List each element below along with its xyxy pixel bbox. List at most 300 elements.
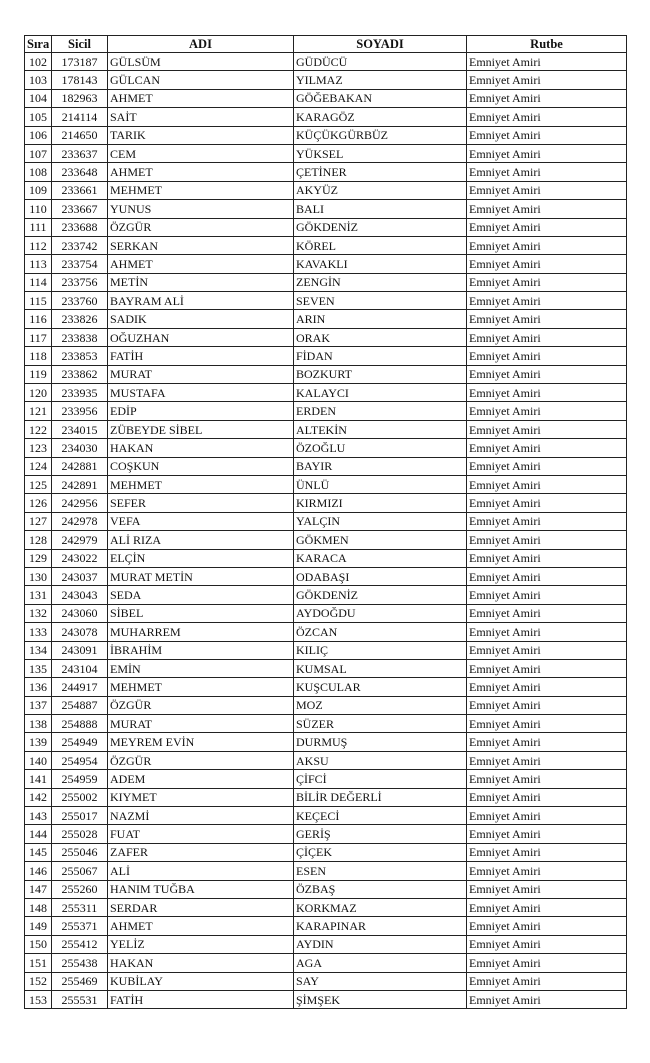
cell-sira: 127 [25, 512, 52, 530]
cell-adi: ZAFER [108, 843, 294, 861]
cell-rutbe: Emniyet Amiri [467, 825, 627, 843]
cell-rutbe: Emniyet Amiri [467, 935, 627, 953]
cell-soyadi: AKSU [294, 751, 467, 769]
cell-sira: 113 [25, 255, 52, 273]
table-row [25, 733, 627, 751]
cell-adi: KIYMET [108, 788, 294, 806]
cell-rutbe: Emniyet Amiri [467, 439, 627, 457]
table-row [25, 53, 627, 71]
cell-sicil: 255371 [52, 917, 108, 935]
cell-sicil: 243078 [52, 623, 108, 641]
cell-sira: 126 [25, 494, 52, 512]
cell-adi: ÖZGÜR [108, 696, 294, 714]
cell-sicil: 243060 [52, 604, 108, 622]
table-row [25, 696, 627, 714]
cell-adi: AHMET [108, 89, 294, 107]
cell-sira: 148 [25, 898, 52, 916]
cell-sira: 133 [25, 623, 52, 641]
cell-adi: ELÇİN [108, 549, 294, 567]
cell-sira: 147 [25, 880, 52, 898]
cell-soyadi: KUŞCULAR [294, 678, 467, 696]
cell-sicil: 233754 [52, 255, 108, 273]
table-row [25, 751, 627, 769]
cell-sicil: 173187 [52, 53, 108, 71]
cell-rutbe: Emniyet Amiri [467, 770, 627, 788]
cell-soyadi: SÜZER [294, 715, 467, 733]
cell-sicil: 233756 [52, 273, 108, 291]
cell-soyadi: BİLİR DEĞERLİ [294, 788, 467, 806]
cell-rutbe: Emniyet Amiri [467, 163, 627, 181]
cell-sira: 116 [25, 310, 52, 328]
cell-adi: ÖZGÜR [108, 218, 294, 236]
cell-adi: TARIK [108, 126, 294, 144]
cell-rutbe: Emniyet Amiri [467, 384, 627, 402]
cell-soyadi: ÖZBAŞ [294, 880, 467, 898]
cell-sicil: 243091 [52, 641, 108, 659]
cell-sira: 153 [25, 990, 52, 1008]
cell-sicil: 255028 [52, 825, 108, 843]
cell-sira: 149 [25, 917, 52, 935]
cell-sira: 107 [25, 144, 52, 162]
cell-adi: EMİN [108, 659, 294, 677]
cell-sira: 128 [25, 531, 52, 549]
cell-sira: 105 [25, 108, 52, 126]
cell-soyadi: ODABAŞI [294, 567, 467, 585]
cell-adi: YUNUS [108, 200, 294, 218]
cell-adi: İBRAHİM [108, 641, 294, 659]
cell-soyadi: ESEN [294, 862, 467, 880]
cell-sicil: 255311 [52, 898, 108, 916]
table-row [25, 384, 627, 402]
cell-adi: SEFER [108, 494, 294, 512]
cell-soyadi: KILIÇ [294, 641, 467, 659]
cell-sicil: 233742 [52, 236, 108, 254]
cell-sira: 143 [25, 807, 52, 825]
cell-sicil: 255469 [52, 972, 108, 990]
cell-soyadi: ZENGİN [294, 273, 467, 291]
cell-adi: GÜLCAN [108, 71, 294, 89]
cell-adi: YELİZ [108, 935, 294, 953]
table-row [25, 880, 627, 898]
cell-adi: SERDAR [108, 898, 294, 916]
cell-sira: 150 [25, 935, 52, 953]
header-sicil: Sicil [52, 36, 108, 53]
cell-adi: ALİ [108, 862, 294, 880]
cell-sira: 130 [25, 567, 52, 585]
cell-soyadi: GERİŞ [294, 825, 467, 843]
cell-sicil: 255260 [52, 880, 108, 898]
cell-sicil: 234015 [52, 420, 108, 438]
table-row [25, 144, 627, 162]
table-row [25, 420, 627, 438]
cell-sira: 134 [25, 641, 52, 659]
cell-rutbe: Emniyet Amiri [467, 549, 627, 567]
table-row [25, 292, 627, 310]
table-row [25, 200, 627, 218]
cell-soyadi: KEÇECİ [294, 807, 467, 825]
cell-rutbe: Emniyet Amiri [467, 623, 627, 641]
cell-rutbe: Emniyet Amiri [467, 990, 627, 1008]
table-row [25, 641, 627, 659]
table-row [25, 770, 627, 788]
cell-sicil: 233826 [52, 310, 108, 328]
cell-rutbe: Emniyet Amiri [467, 420, 627, 438]
table-row [25, 71, 627, 89]
cell-adi: OĞUZHAN [108, 328, 294, 346]
table-row [25, 255, 627, 273]
cell-rutbe: Emniyet Amiri [467, 567, 627, 585]
cell-sira: 119 [25, 365, 52, 383]
cell-sicil: 254954 [52, 751, 108, 769]
cell-rutbe: Emniyet Amiri [467, 641, 627, 659]
cell-adi: SİBEL [108, 604, 294, 622]
cell-rutbe: Emniyet Amiri [467, 475, 627, 493]
cell-rutbe: Emniyet Amiri [467, 108, 627, 126]
cell-adi: AHMET [108, 255, 294, 273]
cell-sira: 146 [25, 862, 52, 880]
cell-rutbe: Emniyet Amiri [467, 218, 627, 236]
cell-adi: MURAT METİN [108, 567, 294, 585]
cell-sira: 109 [25, 181, 52, 199]
cell-sira: 135 [25, 659, 52, 677]
cell-rutbe: Emniyet Amiri [467, 917, 627, 935]
cell-soyadi: GÖKDENİZ [294, 218, 467, 236]
cell-soyadi: GÖKDENİZ [294, 586, 467, 604]
cell-soyadi: ARIN [294, 310, 467, 328]
cell-sicil: 233661 [52, 181, 108, 199]
cell-sira: 104 [25, 89, 52, 107]
table-row [25, 843, 627, 861]
cell-sicil: 233637 [52, 144, 108, 162]
cell-soyadi: AYDOĞDU [294, 604, 467, 622]
cell-sira: 103 [25, 71, 52, 89]
cell-soyadi: ŞİMŞEK [294, 990, 467, 1008]
cell-adi: MEHMET [108, 181, 294, 199]
cell-sira: 141 [25, 770, 52, 788]
table-row [25, 402, 627, 420]
cell-sicil: 233853 [52, 347, 108, 365]
cell-adi: SAİT [108, 108, 294, 126]
cell-adi: NAZMİ [108, 807, 294, 825]
cell-soyadi: SAY [294, 972, 467, 990]
cell-sira: 140 [25, 751, 52, 769]
cell-rutbe: Emniyet Amiri [467, 273, 627, 291]
table-row [25, 163, 627, 181]
cell-soyadi: KARAPINAR [294, 917, 467, 935]
cell-adi: ADEM [108, 770, 294, 788]
table-row [25, 604, 627, 622]
cell-adi: EDİP [108, 402, 294, 420]
table-row [25, 586, 627, 604]
cell-rutbe: Emniyet Amiri [467, 494, 627, 512]
table-body [25, 53, 627, 1009]
table-row [25, 457, 627, 475]
cell-sicil: 214650 [52, 126, 108, 144]
table-row [25, 898, 627, 916]
cell-sicil: 233956 [52, 402, 108, 420]
cell-sicil: 244917 [52, 678, 108, 696]
cell-rutbe: Emniyet Amiri [467, 733, 627, 751]
cell-adi: SADIK [108, 310, 294, 328]
table-row [25, 475, 627, 493]
cell-adi: BAYRAM ALİ [108, 292, 294, 310]
table-row [25, 935, 627, 953]
cell-sicil: 242956 [52, 494, 108, 512]
cell-adi: COŞKUN [108, 457, 294, 475]
cell-sira: 110 [25, 200, 52, 218]
cell-soyadi: SEVEN [294, 292, 467, 310]
cell-rutbe: Emniyet Amiri [467, 200, 627, 218]
header-sira: Sıra [25, 36, 52, 53]
table-row [25, 825, 627, 843]
cell-soyadi: ÖZCAN [294, 623, 467, 641]
cell-soyadi: KORKMAZ [294, 898, 467, 916]
cell-soyadi: KARACA [294, 549, 467, 567]
cell-sicil: 255438 [52, 954, 108, 972]
cell-soyadi: BALI [294, 200, 467, 218]
cell-sira: 123 [25, 439, 52, 457]
header-adi: ADI [108, 36, 294, 53]
cell-soyadi: GÜDÜCÜ [294, 53, 467, 71]
cell-rutbe: Emniyet Amiri [467, 181, 627, 199]
cell-soyadi: ÖZOĞLU [294, 439, 467, 457]
cell-adi: FUAT [108, 825, 294, 843]
cell-soyadi: ÇİÇEK [294, 843, 467, 861]
table-row [25, 310, 627, 328]
cell-sicil: 233760 [52, 292, 108, 310]
personnel-table [24, 35, 627, 1009]
cell-sicil: 182963 [52, 89, 108, 107]
table-row [25, 439, 627, 457]
table-row [25, 807, 627, 825]
cell-soyadi: GÖĞEBAKAN [294, 89, 467, 107]
cell-adi: MURAT [108, 365, 294, 383]
cell-sicil: 233667 [52, 200, 108, 218]
table-row [25, 954, 627, 972]
table-header [25, 36, 627, 53]
cell-soyadi: KIRMIZI [294, 494, 467, 512]
cell-rutbe: Emniyet Amiri [467, 531, 627, 549]
table-row [25, 990, 627, 1008]
cell-sicil: 234030 [52, 439, 108, 457]
cell-adi: AHMET [108, 163, 294, 181]
cell-sira: 111 [25, 218, 52, 236]
cell-adi: SERKAN [108, 236, 294, 254]
cell-soyadi: KARAGÖZ [294, 108, 467, 126]
cell-sicil: 255017 [52, 807, 108, 825]
cell-sicil: 243043 [52, 586, 108, 604]
cell-adi: AHMET [108, 917, 294, 935]
cell-rutbe: Emniyet Amiri [467, 843, 627, 861]
cell-sira: 129 [25, 549, 52, 567]
cell-rutbe: Emniyet Amiri [467, 53, 627, 71]
cell-soyadi: KAVAKLI [294, 255, 467, 273]
cell-sira: 151 [25, 954, 52, 972]
cell-adi: ALİ RIZA [108, 531, 294, 549]
cell-soyadi: YILMAZ [294, 71, 467, 89]
cell-sicil: 255046 [52, 843, 108, 861]
cell-sicil: 214114 [52, 108, 108, 126]
cell-adi: GÜLSÜM [108, 53, 294, 71]
table-row [25, 715, 627, 733]
table-row [25, 181, 627, 199]
table-row [25, 788, 627, 806]
cell-sira: 106 [25, 126, 52, 144]
cell-sicil: 233648 [52, 163, 108, 181]
header-row [25, 36, 627, 53]
cell-adi: METİN [108, 273, 294, 291]
cell-soyadi: AGA [294, 954, 467, 972]
cell-soyadi: YALÇIN [294, 512, 467, 530]
cell-adi: ÖZGÜR [108, 751, 294, 769]
table-row [25, 531, 627, 549]
cell-sicil: 233838 [52, 328, 108, 346]
cell-adi: KUBİLAY [108, 972, 294, 990]
cell-sicil: 255531 [52, 990, 108, 1008]
cell-sicil: 178143 [52, 71, 108, 89]
cell-adi: MURAT [108, 715, 294, 733]
cell-rutbe: Emniyet Amiri [467, 71, 627, 89]
table-row [25, 218, 627, 236]
cell-sira: 152 [25, 972, 52, 990]
cell-sicil: 255002 [52, 788, 108, 806]
table-row [25, 347, 627, 365]
cell-adi: MUSTAFA [108, 384, 294, 402]
table-row [25, 917, 627, 935]
cell-sicil: 243022 [52, 549, 108, 567]
cell-rutbe: Emniyet Amiri [467, 236, 627, 254]
cell-sira: 132 [25, 604, 52, 622]
cell-rutbe: Emniyet Amiri [467, 255, 627, 273]
cell-adi: HANIM TUĞBA [108, 880, 294, 898]
cell-adi: HAKAN [108, 954, 294, 972]
cell-sicil: 233935 [52, 384, 108, 402]
cell-sira: 122 [25, 420, 52, 438]
table-row [25, 549, 627, 567]
cell-rutbe: Emniyet Amiri [467, 898, 627, 916]
cell-sira: 114 [25, 273, 52, 291]
cell-sira: 145 [25, 843, 52, 861]
table-row [25, 862, 627, 880]
table-row [25, 89, 627, 107]
header-soyadi: SOYADI [294, 36, 467, 53]
cell-soyadi: AYDIN [294, 935, 467, 953]
cell-soyadi: ÇETİNER [294, 163, 467, 181]
cell-sira: 118 [25, 347, 52, 365]
cell-rutbe: Emniyet Amiri [467, 880, 627, 898]
cell-rutbe: Emniyet Amiri [467, 678, 627, 696]
cell-adi: MEHMET [108, 678, 294, 696]
cell-soyadi: ALTEKİN [294, 420, 467, 438]
cell-sicil: 242891 [52, 475, 108, 493]
cell-sicil: 233688 [52, 218, 108, 236]
cell-rutbe: Emniyet Amiri [467, 972, 627, 990]
cell-rutbe: Emniyet Amiri [467, 365, 627, 383]
cell-rutbe: Emniyet Amiri [467, 512, 627, 530]
cell-soyadi: KÖREL [294, 236, 467, 254]
cell-soyadi: GÖKMEN [294, 531, 467, 549]
table-row [25, 126, 627, 144]
cell-sira: 144 [25, 825, 52, 843]
cell-sira: 102 [25, 53, 52, 71]
cell-rutbe: Emniyet Amiri [467, 89, 627, 107]
cell-adi: FATİH [108, 347, 294, 365]
cell-sicil: 255412 [52, 935, 108, 953]
cell-sicil: 242979 [52, 531, 108, 549]
cell-soyadi: MOZ [294, 696, 467, 714]
cell-sicil: 243037 [52, 567, 108, 585]
cell-sira: 137 [25, 696, 52, 714]
cell-soyadi: ÇİFCİ [294, 770, 467, 788]
cell-sicil: 254887 [52, 696, 108, 714]
table-row [25, 678, 627, 696]
table-row [25, 972, 627, 990]
cell-rutbe: Emniyet Amiri [467, 659, 627, 677]
cell-sira: 139 [25, 733, 52, 751]
cell-rutbe: Emniyet Amiri [467, 751, 627, 769]
cell-sicil: 233862 [52, 365, 108, 383]
cell-rutbe: Emniyet Amiri [467, 954, 627, 972]
cell-rutbe: Emniyet Amiri [467, 604, 627, 622]
cell-soyadi: AKYÜZ [294, 181, 467, 199]
cell-adi: ZÜBEYDE SİBEL [108, 420, 294, 438]
cell-soyadi: ORAK [294, 328, 467, 346]
cell-soyadi: ÜNLÜ [294, 475, 467, 493]
cell-soyadi: DURMUŞ [294, 733, 467, 751]
cell-soyadi: YÜKSEL [294, 144, 467, 162]
cell-rutbe: Emniyet Amiri [467, 862, 627, 880]
cell-rutbe: Emniyet Amiri [467, 788, 627, 806]
cell-rutbe: Emniyet Amiri [467, 457, 627, 475]
cell-rutbe: Emniyet Amiri [467, 292, 627, 310]
cell-soyadi: KALAYCI [294, 384, 467, 402]
cell-soyadi: BAYIR [294, 457, 467, 475]
cell-sicil: 255067 [52, 862, 108, 880]
cell-rutbe: Emniyet Amiri [467, 310, 627, 328]
cell-sicil: 242881 [52, 457, 108, 475]
header-rutbe: Rutbe [467, 36, 627, 53]
cell-rutbe: Emniyet Amiri [467, 807, 627, 825]
cell-rutbe: Emniyet Amiri [467, 126, 627, 144]
cell-adi: MEYREM EVİN [108, 733, 294, 751]
cell-rutbe: Emniyet Amiri [467, 696, 627, 714]
cell-sira: 124 [25, 457, 52, 475]
cell-sicil: 254888 [52, 715, 108, 733]
cell-adi: FATİH [108, 990, 294, 1008]
cell-rutbe: Emniyet Amiri [467, 586, 627, 604]
cell-sira: 112 [25, 236, 52, 254]
table-row [25, 494, 627, 512]
cell-sira: 131 [25, 586, 52, 604]
table-row [25, 108, 627, 126]
cell-adi: VEFA [108, 512, 294, 530]
table-row [25, 365, 627, 383]
cell-sicil: 243104 [52, 659, 108, 677]
table-row [25, 236, 627, 254]
cell-sira: 120 [25, 384, 52, 402]
cell-sira: 125 [25, 475, 52, 493]
cell-sicil: 242978 [52, 512, 108, 530]
cell-adi: MEHMET [108, 475, 294, 493]
table-row [25, 623, 627, 641]
table-row [25, 512, 627, 530]
cell-sicil: 254949 [52, 733, 108, 751]
cell-sira: 108 [25, 163, 52, 181]
cell-sira: 115 [25, 292, 52, 310]
cell-rutbe: Emniyet Amiri [467, 328, 627, 346]
cell-sira: 142 [25, 788, 52, 806]
cell-soyadi: ERDEN [294, 402, 467, 420]
